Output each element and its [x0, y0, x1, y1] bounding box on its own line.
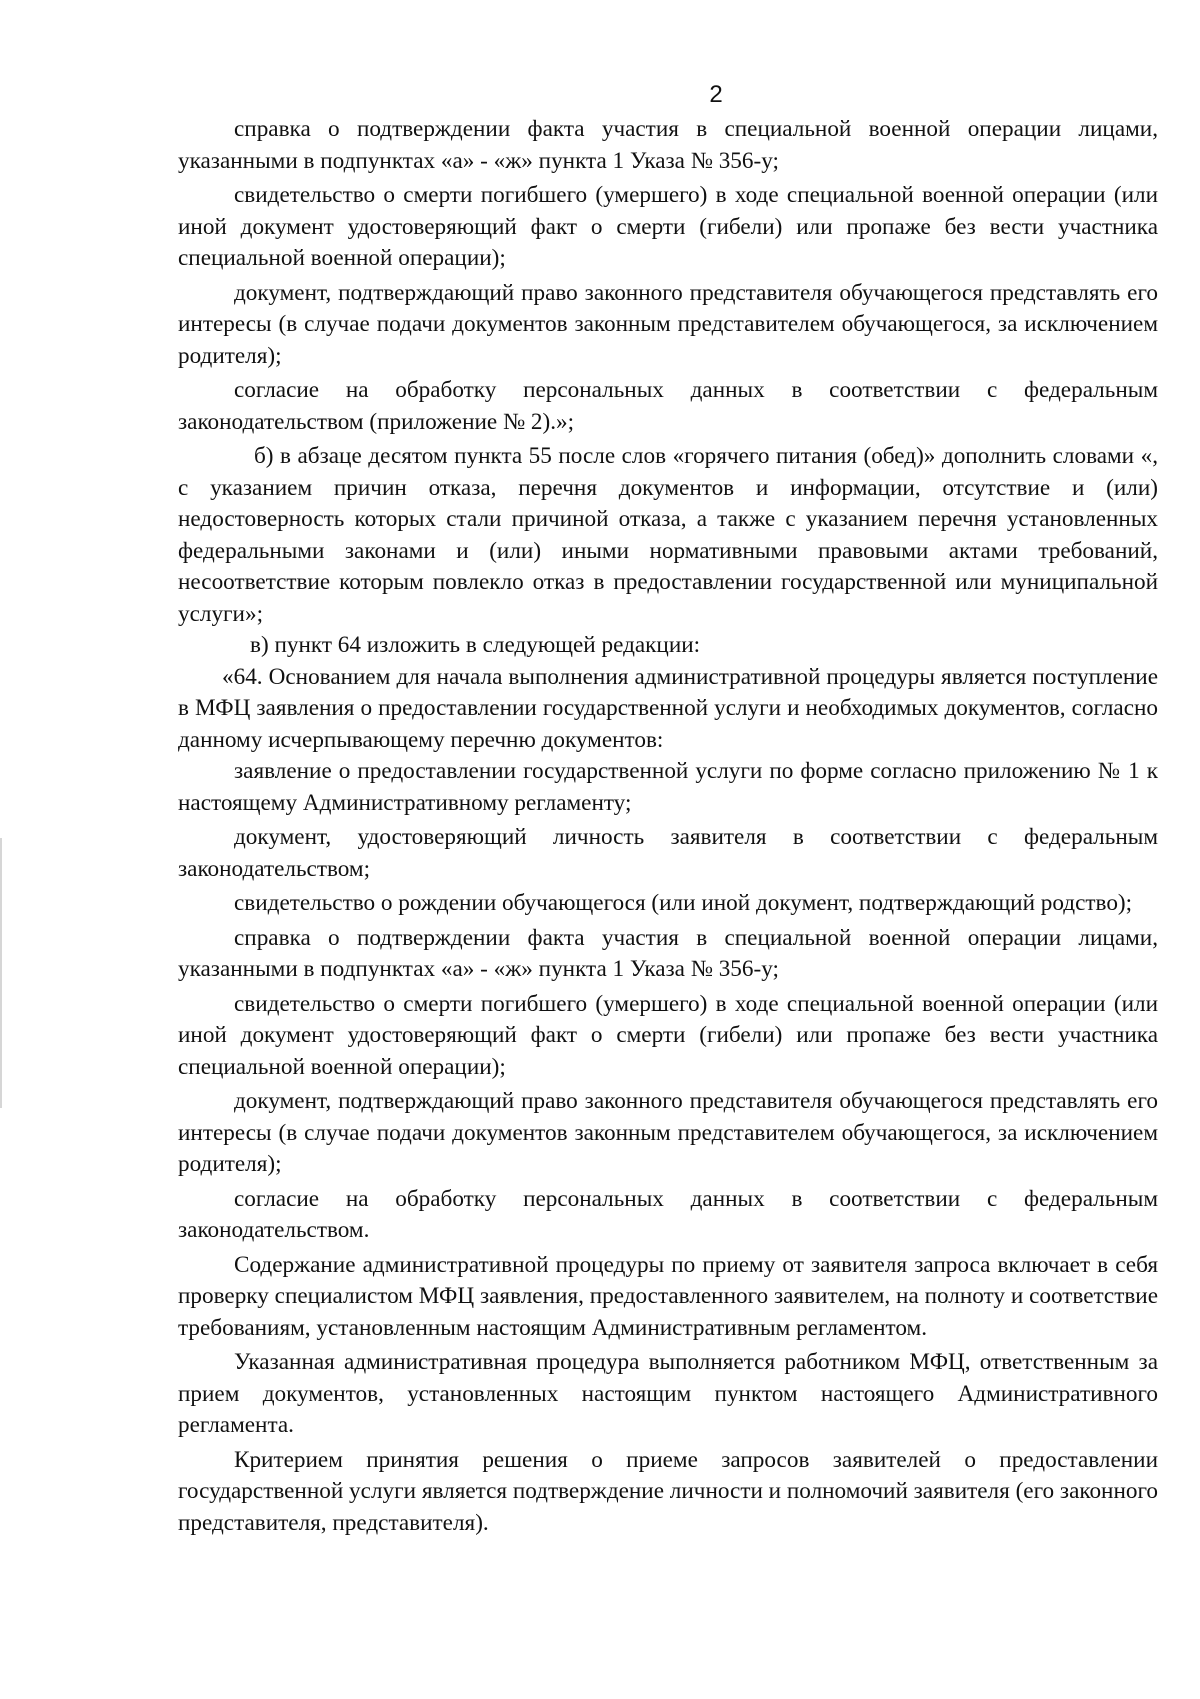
paragraph-9: документ, удостоверяющий личность заявителя в соответствии с федеральным законодательством; — [178, 824, 1158, 882]
document-page — [178, 80, 1158, 1539]
paragraph-7: «64. Основанием для начала выполнения административной процедуры является поступление в МФЦ заявления о предоставлении государственной услуги и необходимых документов, согласно данному исчерпывающему перечню документов: — [178, 663, 1158, 753]
paragraph-1: справка о подтверждении факта участия в специальной военной операции лицами, указанными в подпунктах «а» - «ж» пункта 1 Указа № 356-у; — [178, 116, 1158, 174]
paragraph-4: согласие на обработку персональных данных в соответствии с федеральным законодательством (приложение № 2).»; — [178, 377, 1158, 435]
paragraph-17: Критерием принятия решения о приеме запросов заявителей о предоставлении государственной услуги является подтверждение личности и полномочий заявителя (его законного представителя, представителя). — [178, 1446, 1158, 1536]
paragraph-3: документ, подтверждающий право законного представителя обучающегося представлять его интересы (в случае подачи документов законным представителем обучающегося, за исключением родителя); — [178, 279, 1158, 369]
page-number: 2 — [709, 81, 723, 108]
paragraph-16: Указанная административная процедура выполняется работником МФЦ, ответственным за прием документов, установленных настоящим пунктом настоящего Административного регламента. — [178, 1349, 1158, 1438]
paragraph-2: свидетельство о смерти погибшего (умершего) в ходе специальной военной операции (или иной документ удостоверяющий факт о смерти (гибели) или пропаже без вести участника специальной военной операции); — [178, 182, 1158, 271]
paragraph-13: документ, подтверждающий право законного представителя обучающегося представлять его интересы (в случае подачи документов законным представителем обучающегося, за исключением родителя); — [178, 1088, 1158, 1177]
paragraph-5: б) в абзаце десятом пункта 55 после слов «горячего питания (обед)» дополнить словами «, с указанием причин отказа, перечня документов и информации, отсутствие и (или) недостоверность которых стали причиной отказа, а также с указанием перечня установленных федеральными законами и (или) иными нормативными правовыми актами требований, несоответствие которым повлекло отказ в предоставлении государственной или муниципальной услуги»; — [178, 443, 1158, 627]
paragraph-11: справка о подтверждении факта участия в специальной военной операции лицами, указанными в подпунктах «а» - «ж» пункта 1 Указа № 356-у; — [178, 924, 1158, 982]
paragraph-12: свидетельство о смерти погибшего (умершего) в ходе специальной военной операции (или иной документ удостоверяющий факт о смерти (гибели) или пропаже без вести участника специальной военной операции); — [178, 990, 1158, 1080]
paragraph-14: согласие на обработку персональных данных в соответствии с федеральным законодательством. — [178, 1185, 1158, 1243]
paragraph-15: Содержание административной процедуры по приему от заявителя запроса включает в себя проверку специалистом МФЦ заявления, предоставленного заявителем, на полноту и соответствие требованиям, установленным настоящим Административным регламентом. — [178, 1251, 1158, 1341]
paragraph-6: в) пункт 64 изложить в следующей редакции: — [250, 632, 701, 658]
paragraph-8: заявление о предоставлении государственной услуги по форме согласно приложению № 1 к настоящему Административному регламенту; — [178, 758, 1158, 816]
scan-edge-mark — [0, 838, 2, 1108]
paragraph-10: свидетельство о рождении обучающегося (или иной документ, подтверждающий родство); — [234, 890, 1133, 916]
